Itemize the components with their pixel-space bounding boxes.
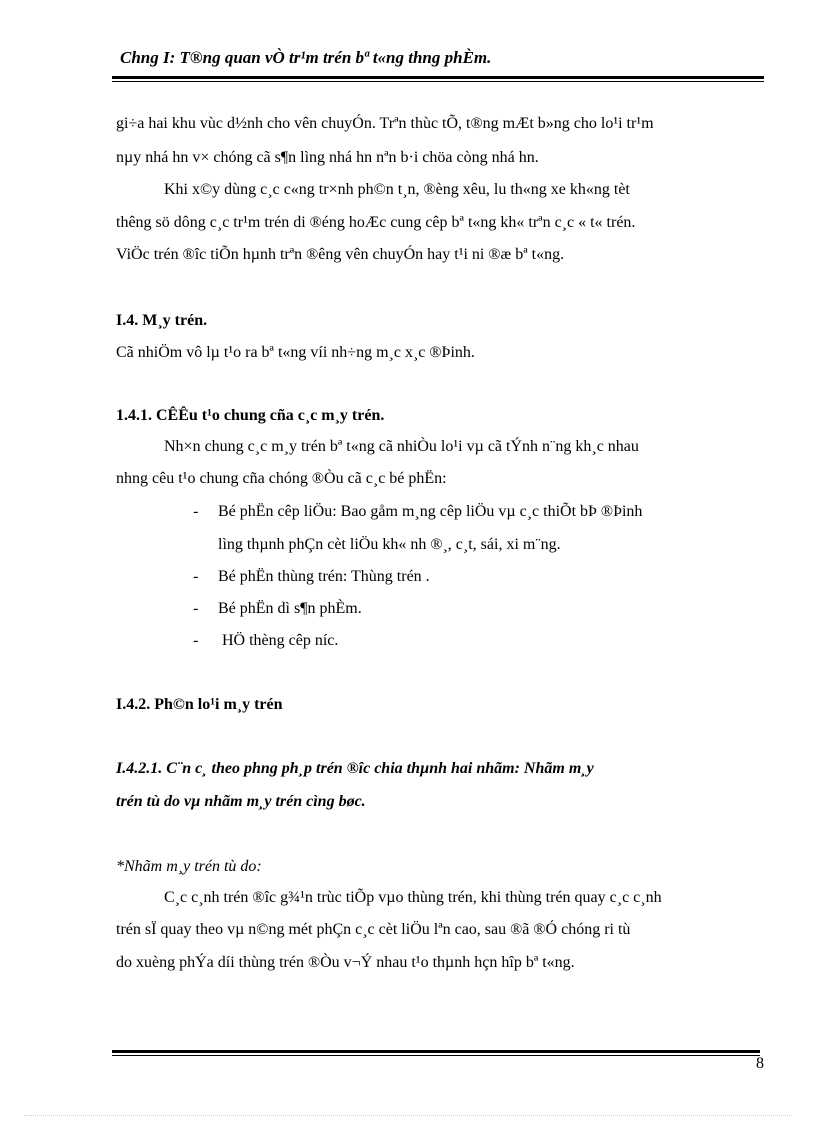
- section-1-4-2-1-line-1: I.4.2.1. C¨n c¸ theo phng ph¸p trén ®îc chia thµnh hai nhãm: Nhãm m¸y: [116, 760, 594, 777]
- page-bottom-dotted-line: [24, 1115, 792, 1116]
- paragraph-1-line-2: nµy nhá hn v× chóng cã s¶n lìng nhá hn nªn b·i chöa còng nhá hn.: [116, 149, 539, 166]
- final-paragraph-line-3: do xuèng phÝa díi thùng trén ®Òu v¬Ý nhau t¹o thµnh hçn hîp bª t«ng.: [116, 954, 575, 971]
- bullet-1-line-2: lìng thµnh phÇn cèt liÖu kh« nh ®¸, c¸t, sái, xi m¨ng.: [218, 536, 561, 553]
- section-1-4-heading: I.4. M¸y trén.: [116, 312, 208, 329]
- section-1-4-1-line-2: nhng cêu t¹o chung cña chóng ®Òu cã c¸c bé phËn:: [116, 470, 447, 487]
- section-1-4-2-1-line-2: trén tù do vµ nhãm m¸y trén cìng bøc.: [116, 793, 366, 810]
- section-1-4-text: Cã nhiÖm vô lµ t¹o ra bª t«ng víi nh÷ng m¸c x¸c ®Þinh.: [116, 344, 475, 361]
- bullet-dash-1: -: [193, 503, 199, 520]
- footer-rule-thin: [112, 1055, 760, 1056]
- final-paragraph-line-2: trén sÏ quay theo vµ n©ng mét phÇn c¸c cèt liÖu lªn cao, sau ®ã ®Ó chóng ri tù: [116, 921, 631, 938]
- section-1-4-1-heading: 1.4.1. CÊÊu t¹o chung cña c¸c m¸y trén.: [116, 407, 385, 424]
- bullet-2: Bé phËn thùng trén: Thùng trén .: [218, 568, 430, 585]
- paragraph-2-line-1: Khi x©y dùng c¸c c«ng tr×nh ph©n t¸n, ®èng xêu, lu th«ng xe kh«ng tèt: [164, 181, 630, 198]
- running-header-title: Chng I: T®ng quan vÒ tr¹m trén bª t«ng thng phÈm.: [120, 48, 492, 67]
- header-rule-thick: [112, 76, 764, 79]
- final-paragraph-line-1: C¸c c¸nh trén ®îc g¾¹n trùc tiÕp vµo thùng trén, khi thùng trén quay c¸c c¸nh: [164, 889, 662, 906]
- footer-rule-thick: [112, 1050, 760, 1053]
- bullet-1-line-1: Bé phËn cêp liÖu: Bao gåm m¸ng cêp liÖu vµ c¸c thiÕt bÞ ®Þinh: [218, 503, 643, 520]
- bullet-dash-4: -: [193, 632, 199, 649]
- header-rule-thin: [112, 81, 764, 82]
- subsection-heading: *Nhãm m¸y trén tù do:: [116, 858, 262, 875]
- bullet-dash-2: -: [193, 568, 199, 585]
- page-number: 8: [756, 1055, 764, 1072]
- bullet-4: HÖ thèng cêp níc.: [222, 632, 339, 649]
- section-1-4-2-heading: I.4.2. Ph©n lo¹i m¸y trén: [116, 696, 283, 713]
- paragraph-2-line-3: ViÖc trén ®îc tiÕn hµnh trªn ®êng vên chuyÓn hay t¹i ni ®æ bª t«ng.: [116, 246, 565, 263]
- paragraph-1-line-1: gi÷a hai khu vùc d½nh cho vên chuyÓn. Trªn thùc tÕ, t®ng mÆt b»ng cho lo¹i tr¹m: [116, 115, 654, 132]
- paragraph-2-line-2: thêng sö dông c¸c tr¹m trén di ®éng hoÆc cung cêp bª t«ng kh« trªn c¸c « t« trén.: [116, 214, 636, 231]
- bullet-dash-3: -: [193, 600, 199, 617]
- section-1-4-1-line-1: Nh×n chung c¸c m¸y trén bª t«ng cã nhiÒu lo¹i vµ cã tÝnh n¨ng kh¸c nhau: [164, 438, 639, 455]
- bullet-3: Bé phËn dì s¶n phÈm.: [218, 600, 362, 617]
